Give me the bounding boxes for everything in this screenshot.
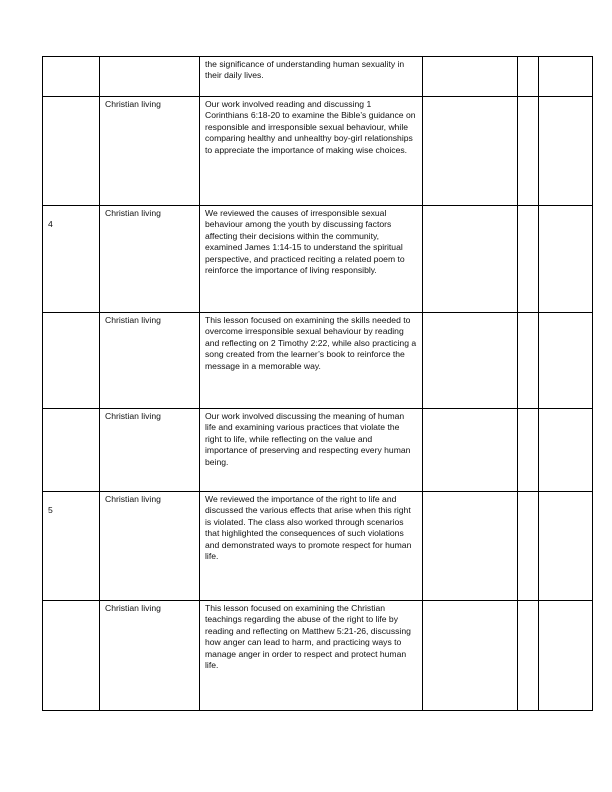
lesson-record-table <box>42 56 593 711</box>
empty-cell <box>539 409 593 492</box>
table-row <box>43 601 593 711</box>
empty-cell <box>423 313 518 409</box>
strand-cell <box>100 57 200 97</box>
empty-cell <box>518 313 539 409</box>
description-cell: the significance of understanding human sexuality in their daily lives. <box>200 57 423 97</box>
empty-cell <box>539 492 593 601</box>
empty-cell <box>423 57 518 97</box>
description-cell: We reviewed the importance of the right to life and discussed the various effects that arise when this right is violated. The class also worked through scenarios that highlighted the consequences of such violations and demonstrated ways to promote respect for human life. <box>200 492 423 601</box>
empty-cell <box>518 57 539 97</box>
empty-cell <box>539 206 593 313</box>
empty-cell <box>423 206 518 313</box>
week-cell <box>43 313 100 409</box>
table-row <box>43 206 593 313</box>
description-cell: This lesson focused on examining the skills needed to overcome irresponsible sexual behaviour by reading and reflecting on 2 Timothy 2:22, while also practicing a song created from the learner’s book to reinforce the message in a memorable way. <box>200 313 423 409</box>
description-cell: We reviewed the causes of irresponsible sexual behaviour among the youth by discussing factors affecting their decisions within the community, examined James 1:14-15 to understand the spiritual perspective, and practiced reciting a related poem to reinforce the importance of living responsibly. <box>200 206 423 313</box>
empty-cell <box>518 409 539 492</box>
empty-cell <box>518 492 539 601</box>
table-row <box>43 492 593 601</box>
table-row <box>43 57 593 97</box>
week-cell <box>43 492 100 601</box>
week-cell <box>43 97 100 206</box>
empty-cell <box>539 313 593 409</box>
empty-cell <box>423 492 518 601</box>
strand-cell: Christian living <box>100 313 200 409</box>
empty-cell <box>423 601 518 711</box>
week-cell <box>43 601 100 711</box>
table-row <box>43 409 593 492</box>
empty-cell <box>539 601 593 711</box>
empty-cell <box>518 206 539 313</box>
strand-cell: Christian living <box>100 206 200 313</box>
week-number: 5 <box>48 505 53 515</box>
table-row <box>43 97 593 206</box>
strand-cell: Christian living <box>100 492 200 601</box>
empty-cell <box>518 97 539 206</box>
week-cell <box>43 409 100 492</box>
empty-cell <box>423 409 518 492</box>
empty-cell <box>518 601 539 711</box>
week-number: 4 <box>48 219 53 229</box>
description-cell: Our work involved discussing the meaning of human life and examining various practices that violate the right to life, while reflecting on the value and importance of preserving and respecting every human being. <box>200 409 423 492</box>
empty-cell <box>423 97 518 206</box>
strand-cell: Christian living <box>100 97 200 206</box>
description-cell: This lesson focused on examining the Christian teachings regarding the abuse of the right to life by reading and reflecting on Matthew 5:21-26, discussing how anger can lead to harm, and practicing ways to manage anger in order to respect and protect human life. <box>200 601 423 711</box>
description-cell: Our work involved reading and discussing 1 Corinthians 6:18-20 to examine the Bible’s guidance on responsible and irresponsible sexual behaviour, while comparing healthy and unhealthy boy-girl relationships to appreciate the importance of making wise choices. <box>200 97 423 206</box>
strand-cell: Christian living <box>100 601 200 711</box>
empty-cell <box>539 97 593 206</box>
strand-cell: Christian living <box>100 409 200 492</box>
empty-cell <box>539 57 593 97</box>
week-cell <box>43 206 100 313</box>
table-row <box>43 313 593 409</box>
week-cell <box>43 57 100 97</box>
